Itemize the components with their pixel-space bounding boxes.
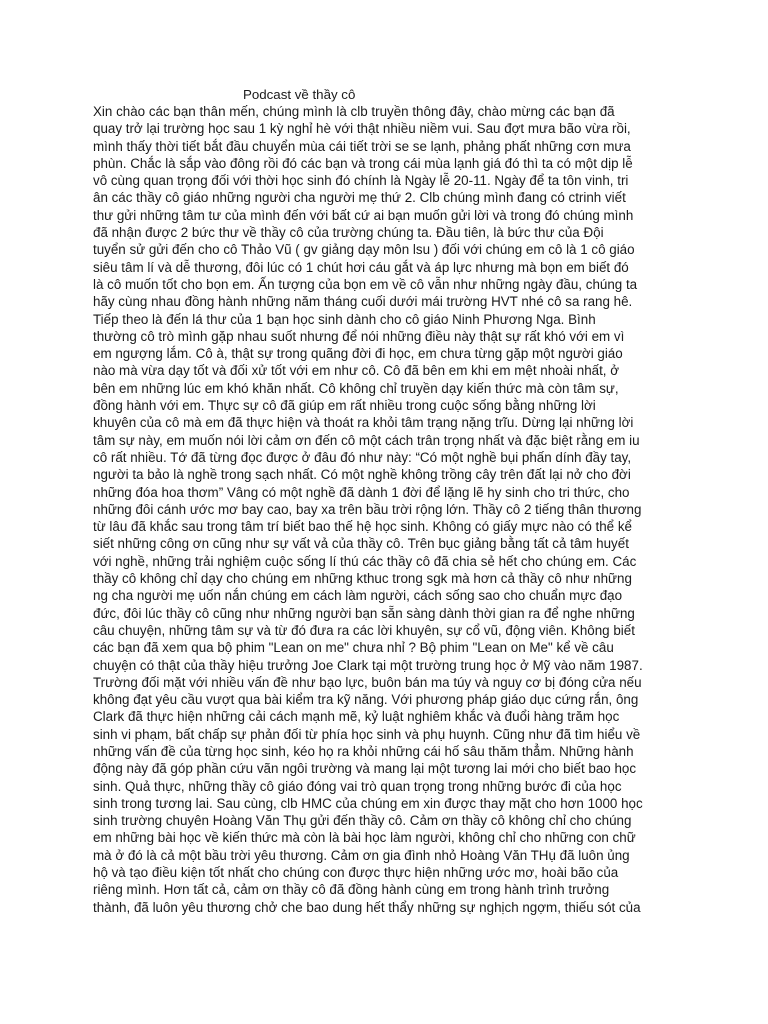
- body-line: đã nhận được 2 bức thư về thầy cô của trường chúng ta. Đầu tiên, là bức thư của Đội: [93, 225, 604, 241]
- body-line: ng cha người mẹ uốn nắn chúng em cách làm người, cách sống sao cho chuẩn mực đạo: [93, 588, 623, 604]
- body-line: mình thấy thời tiết bắt đầu chuyển mùa cái tiết trời se se lạnh, phảng phất những cơn mưa: [93, 138, 631, 154]
- body-line: người ta bảo là nghề trong sạch nhất. Có một nghề không trồng cây trên đất lại nở cho đời: [93, 467, 631, 483]
- body-line: em những bài học về kiến thức mà còn là bài học làm người, không chỉ cho những con chữ: [93, 830, 636, 846]
- body-line: câu chuyện, những tâm sự và từ đó đưa ra các lời khuyên, sự cổ vũ, động viên. Không biết: [93, 622, 635, 638]
- body-line: chuyện có thật của thầy hiệu trưởng Joe Clark tại một trường trung học ở Mỹ vào năm 1987.: [93, 657, 643, 673]
- body-line: Trường đối mặt với nhiều vấn đề như bạo lực, buôn bán ma túy và nguy cơ bị đóng cửa nếu: [93, 674, 642, 690]
- body-line: bên em những lúc em khó khăn nhất. Cô không chỉ truyền dạy kiến thức mà còn tâm sự,: [93, 380, 619, 396]
- body-line: sinh trường chuyên Hoàng Văn Thụ gửi đến thầy cô. Cảm ơn thầy cô không chỉ cho chúng: [93, 813, 632, 829]
- document-title: Podcast về thầy cô: [243, 87, 356, 102]
- body-line: những đôi cánh ước mơ bay cao, bay xa trên bầu trời rộng lớn. Thầy cô 2 tiếng thân thương: [93, 501, 642, 517]
- document-body: [93, 103, 683, 916]
- body-line: Clark đã thực hiện những cải cách mạnh mẽ, kỷ luật nghiêm khắc và đuổi hàng trăm học: [93, 709, 620, 725]
- body-line: em ngượng lắm. Cô à, thật sự trong quãng đời đi học, em chưa từng gặp một người giáo: [93, 346, 623, 362]
- body-line: không đạt yêu cầu vượt qua bài kiểm tra kỹ năng. Với phương pháp giáo dục cứng rắn, ông: [93, 692, 639, 708]
- body-line: phùn. Chắc là sắp vào đông rồi đó các bạn và trong cái mùa lạnh giá đó thì ta có một dịp lễ: [93, 155, 633, 171]
- body-line: với nghề, những trải nghiệm cuộc sống lí thú các thầy cô đã chia sẻ hết cho chúng em. Các: [93, 553, 637, 569]
- body-line: sinh vi phạm, bất chấp sự phản đối từ phía học sinh và phụ huynh. Cũng như đã tìm hiểu về: [93, 726, 641, 742]
- body-line: quay trở lại trường học sau 1 kỳ nghỉ hè với thật nhiều niềm vui. Sau đợt mưa bão vừa rồi,: [93, 121, 631, 137]
- body-line: siết những công ơn cũng như sự vất vả của thầy cô. Trên bục giảng bằng tất cả tâm huyết: [93, 536, 629, 552]
- body-line: Xin chào các bạn thân mến, chúng mình là clb truyền thông đây, chào mừng các bạn đã: [93, 104, 615, 119]
- body-line: thành, đã luôn yêu thương chở che bao dung hết thẩy những sự nghịch ngợm, thiếu sót của: [93, 899, 641, 915]
- body-line: tâm sự này, em muốn nói lời cảm ơn đến cô một cách trân trọng nhất và đặc biệt rằng em iu: [93, 432, 640, 448]
- body-line: Tiếp theo là đến lá thư của 1 bạn học sinh dành cho cô giáo Ninh Phương Nga. Bình: [93, 311, 596, 327]
- body-line: hãy cùng nhau đồng hành những năm tháng cuối dưới mái trường HVT nhé cô sa rang hê.: [93, 294, 633, 310]
- body-line: từ lâu đã khắc sau trong tâm trí biết bao thế hệ học sinh. Không có giấy mực nào có thể kể: [93, 519, 632, 535]
- body-line: vô cùng quan trọng đối với thời học sinh đó chính là Ngày lễ 20-11. Ngày để ta tôn vinh, tri: [93, 173, 629, 189]
- body-line: những đóa hoa thơm” Vâng có một nghề đã dành 1 đời để lặng lẽ hy sinh cho tri thức, cho: [93, 484, 630, 500]
- body-line: siêu tâm lí và dễ thương, đôi lúc có 1 chút hơi cáu gắt và áp lực nhưng mà bọn em biết đó: [93, 259, 629, 275]
- body-line: thầy cô không chỉ dạy cho chúng em những kthuc trong sgk mà hơn cả thầy cô như những: [93, 571, 632, 587]
- body-line: đức, đôi lúc thầy cô cũng như những người bạn sẵn sàng dành thời gian ra để nghe những: [93, 605, 635, 621]
- body-line: thư gửi những tâm tư của mình đến với bất cứ ai bạn muốn gửi lời và trong đó chúng mình: [93, 207, 634, 223]
- body-line: là cô muốn tốt cho bọn em. Ấn tượng của bọn em về cô vẫn như những ngày đầu, chúng ta: [93, 276, 638, 292]
- body-line: đồng hành với em. Thực sự cô đã giúp em rất nhiều trong cuộc sống bằng những lời: [93, 398, 596, 414]
- body-line: riêng mình. Hơn tất cả, cảm ơn thầy cô đã đồng hành cùng em trong hành trình trưởng: [93, 882, 610, 898]
- body-line: mà ở đó là cả một bầu trời yêu thương. Cảm ơn gia đình nhỏ Hoàng Văn THụ đã luôn ủng: [93, 847, 630, 863]
- body-line: cô rất nhiều. Tớ đã từng đọc được ở đâu đó như này: “Có một nghề bụi phấn dính đầy tay,: [93, 449, 632, 465]
- body-line: khuyên của cô mà em đã thực hiện và thoát ra khỏi tâm trạng nặng trĩu. Dừng lại những lời: [93, 415, 634, 431]
- body-line: nào mà vừa dạy tốt và đối xử tốt với em như cô. Cô đã bên em khi em mệt nhoài nhất, ở: [93, 363, 620, 379]
- body-line: sinh. Quả thực, những thầy cô giáo đóng vai trò quan trọng trong những bước đi của học: [93, 778, 622, 794]
- body-line: hộ và tạo điều kiện tốt nhất cho chúng con được thực hiện những ước mơ, hoài bão của: [93, 865, 619, 881]
- body-line: động này đã góp phần cứu vãn ngôi trường và mang lại một tương lai mới cho biết bao học: [93, 761, 637, 777]
- body-line: thường cô trò mình gặp nhau suốt nhưng để nói những điều này thật sự rất khó với em vì: [93, 328, 625, 344]
- body-line: ân các thầy cô giáo những người cha người mẹ thứ 2. Clb chúng mình đang có ctrinh viết: [93, 190, 626, 206]
- body-line: sinh trong tương lai. Sau cùng, clb HMC của chúng em xin được thay mặt cho hơn 1000 học: [93, 795, 643, 811]
- body-line: các bạn đã xem qua bộ phim "Lean on me" chưa nhỉ ? Bộ phim "Lean on Me" kể về câu: [93, 640, 614, 656]
- body-line: những vấn đề của từng học sinh, kéo họ ra khỏi những cái hố sâu thăm thẳm. Những hành: [93, 743, 634, 759]
- body-line: tuyển sử gửi đến cho cô Thảo Vũ ( gv giảng dạy môn lsu ) đối với chúng em cô là 1 cô giáo: [93, 242, 635, 258]
